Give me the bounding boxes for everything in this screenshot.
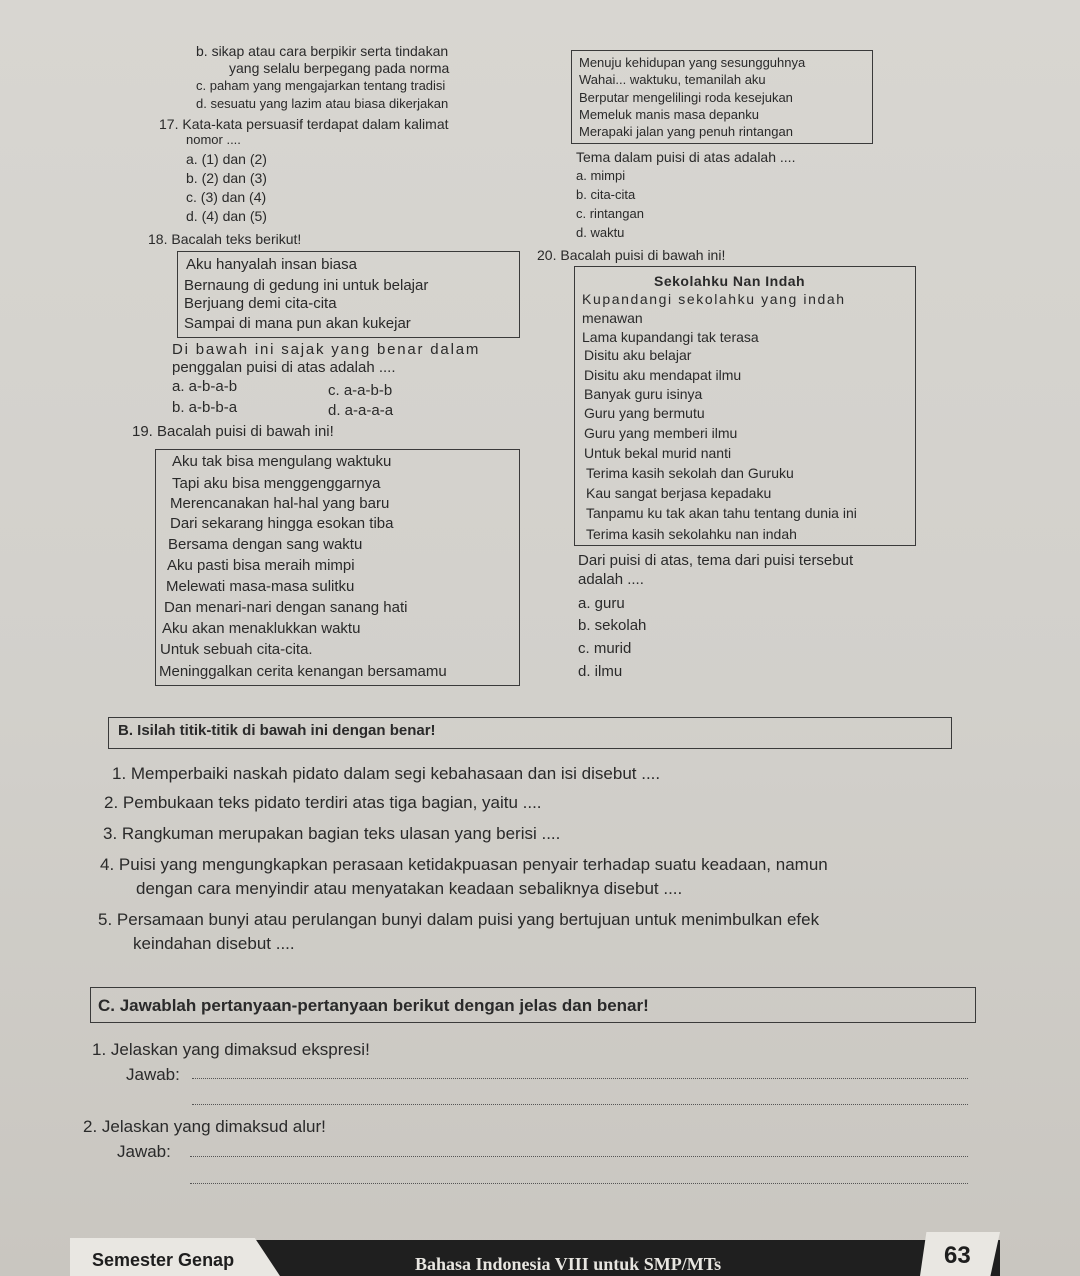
q18-question-cont: penggalan puisi di atas adalah .... bbox=[172, 359, 396, 376]
q18-poem-line: Berjuang demi cita-cita bbox=[184, 295, 337, 312]
q16-option-c: c. paham yang mengajarkan tentang tradisi bbox=[196, 78, 446, 93]
section-c-q2-jawab: Jawab: bbox=[117, 1142, 171, 1161]
section-b-item: 5. Persamaan bunyi atau perulangan bunyi dalam puisi yang bertujuan untuk menimbulkan efek bbox=[98, 910, 820, 929]
q20-option-d: d. ilmu bbox=[578, 663, 623, 680]
q18-option-d: d. a-a-a-a bbox=[328, 402, 394, 419]
poem-line: Memeluk manis masa depanku bbox=[579, 107, 759, 122]
poem-line: Berputar mengelilingi roda kesejukan bbox=[579, 90, 793, 105]
poem-line: Wahai... waktuku, temanilah aku bbox=[579, 72, 766, 87]
answer-line[interactable] bbox=[192, 1104, 968, 1105]
q19-poem-line: Bersama dengan sang waktu bbox=[168, 536, 363, 553]
q19-poem-line: Aku pasti bisa meraih mimpi bbox=[167, 557, 355, 574]
q17-option-a: a. (1) dan (2) bbox=[186, 151, 267, 167]
q19-poem-line: Aku tak bisa mengulang waktuku bbox=[172, 453, 392, 470]
poem-line: Merapaki jalan yang penuh rintangan bbox=[579, 124, 793, 139]
q18-poem-line: Sampai di mana pun akan kukejar bbox=[184, 315, 411, 332]
q-theme-option-a: a. mimpi bbox=[576, 168, 626, 183]
section-c-q1-jawab: Jawab: bbox=[126, 1065, 180, 1084]
q20-question-cont: adalah .... bbox=[578, 571, 644, 588]
section-b-heading: B. Isilah titik-titik di bawah ini dengan benar! bbox=[118, 722, 436, 739]
q20-poem-line: Banyak guru isinya bbox=[584, 386, 703, 402]
q20-poem-line: Guru yang memberi ilmu bbox=[584, 425, 738, 441]
q20-poem-line: Kupandangi sekolahku yang indah bbox=[582, 291, 846, 307]
q20-poem-line: Untuk bekal murid nanti bbox=[584, 445, 732, 461]
q20-poem-line: Tanpamu ku tak akan tahu tentang dunia ini bbox=[586, 505, 857, 521]
q19-title: 19. Bacalah puisi di bawah ini! bbox=[132, 423, 334, 440]
q20-option-a: a. guru bbox=[578, 595, 625, 612]
q20-title: 20. Bacalah puisi di bawah ini! bbox=[537, 247, 726, 263]
q19-poem-line: Merencanakan hal-hal yang baru bbox=[170, 495, 390, 512]
q20-poem-line: Kau sangat berjasa kepadaku bbox=[586, 485, 772, 501]
answer-line[interactable] bbox=[190, 1156, 968, 1157]
q20-question: Dari puisi di atas, tema dari puisi tersebut bbox=[578, 552, 854, 569]
q18-poem-line: Bernaung di gedung ini untuk belajar bbox=[184, 277, 429, 294]
q19-poem-line: Dari sekarang hingga esokan tiba bbox=[170, 515, 394, 532]
q17-option-b: b. (2) dan (3) bbox=[186, 170, 267, 186]
q-theme-text: Tema dalam puisi di atas adalah .... bbox=[576, 149, 796, 165]
section-b-item: 1. Memperbaiki naskah pidato dalam segi kebahasaan dan isi disebut .... bbox=[112, 764, 661, 783]
q18-option-b: b. a-b-b-a bbox=[172, 399, 238, 416]
q20-poem-line: Terima kasih sekolahku nan indah bbox=[586, 526, 797, 542]
section-b-item: 2. Pembukaan teks pidato terdiri atas tiga bagian, yaitu .... bbox=[104, 793, 542, 812]
q18-option-c: c. a-a-b-b bbox=[328, 382, 393, 399]
q19-poem-line: Meninggalkan cerita kenangan bersamamu bbox=[159, 663, 447, 680]
q-theme-option-d: d. waktu bbox=[576, 225, 625, 240]
q19-poem-line: Tapi aku bisa menggenggarnya bbox=[172, 475, 381, 492]
page-number: 63 bbox=[944, 1242, 971, 1269]
q20-poem-title: Sekolahku Nan Indah bbox=[654, 273, 806, 289]
q19-poem-line: Aku akan menaklukkan waktu bbox=[162, 620, 361, 637]
q17-text: 17. Kata-kata persuasif terdapat dalam kalimat bbox=[159, 116, 449, 132]
footer-semester: Semester Genap bbox=[92, 1250, 235, 1270]
q17-option-d: d. (4) dan (5) bbox=[186, 208, 267, 224]
q19-poem-line: Untuk sebuah cita-cita. bbox=[160, 641, 313, 658]
q20-poem-line: menawan bbox=[582, 310, 643, 326]
q18-title: 18. Bacalah teks berikut! bbox=[148, 231, 302, 247]
q16-option-d: d. sesuatu yang lazim atau biasa dikerjakan bbox=[196, 96, 449, 111]
q16-option-b: b. sikap atau cara berpikir serta tindakan bbox=[196, 43, 449, 59]
section-b-item-cont: dengan cara menyindir atau menyatakan keadaan sebaliknya disebut .... bbox=[136, 879, 683, 898]
section-c-q2: 2. Jelaskan yang dimaksud alur! bbox=[83, 1117, 326, 1136]
q20-poem-line: Disitu aku belajar bbox=[584, 347, 692, 363]
footer-title: Bahasa Indonesia VIII untuk SMP/MTs bbox=[415, 1254, 722, 1274]
q19-poem-line: Melewati masa-masa sulitku bbox=[166, 578, 355, 595]
section-b-item: 3. Rangkuman merupakan bagian teks ulasan yang berisi .... bbox=[103, 824, 561, 843]
section-c-heading: C. Jawablah pertanyaan-pertanyaan berikut dengan jelas dan benar! bbox=[98, 996, 649, 1015]
q19-poem-line: Dan menari-nari dengan sanang hati bbox=[164, 599, 408, 616]
q18-option-a: a. a-b-a-b bbox=[172, 378, 238, 395]
poem-line: Menuju kehidupan yang sesungguhnya bbox=[579, 55, 806, 70]
answer-line[interactable] bbox=[190, 1183, 968, 1184]
q-theme-option-c: c. rintangan bbox=[576, 206, 644, 221]
q20-poem-line: Disitu aku mendapat ilmu bbox=[584, 367, 742, 383]
section-c-q1: 1. Jelaskan yang dimaksud ekspresi! bbox=[92, 1040, 370, 1059]
q20-poem-line: Terima kasih sekolah dan Guruku bbox=[586, 465, 794, 481]
q20-option-c: c. murid bbox=[578, 640, 632, 657]
q17-option-c: c. (3) dan (4) bbox=[186, 189, 267, 205]
q20-option-b: b. sekolah bbox=[578, 617, 647, 634]
q-theme-option-b: b. cita-cita bbox=[576, 187, 636, 202]
q20-poem-line: Lama kupandangi tak terasa bbox=[582, 329, 759, 345]
section-b-item: 4. Puisi yang mengungkapkan perasaan ketidakpuasan penyair terhadap suatu keadaan, namun bbox=[100, 855, 828, 874]
q18-question: Di bawah ini sajak yang benar dalam bbox=[172, 341, 481, 358]
section-b-item-cont: keindahan disebut .... bbox=[133, 934, 295, 953]
q16-option-b-cont: yang selalu berpegang pada norma bbox=[229, 60, 450, 76]
q20-poem-line: Guru yang bermutu bbox=[584, 405, 705, 421]
q18-poem-line: Aku hanyalah insan biasa bbox=[186, 256, 357, 273]
answer-line[interactable] bbox=[192, 1078, 968, 1079]
q17-text-cont: nomor .... bbox=[186, 132, 241, 147]
